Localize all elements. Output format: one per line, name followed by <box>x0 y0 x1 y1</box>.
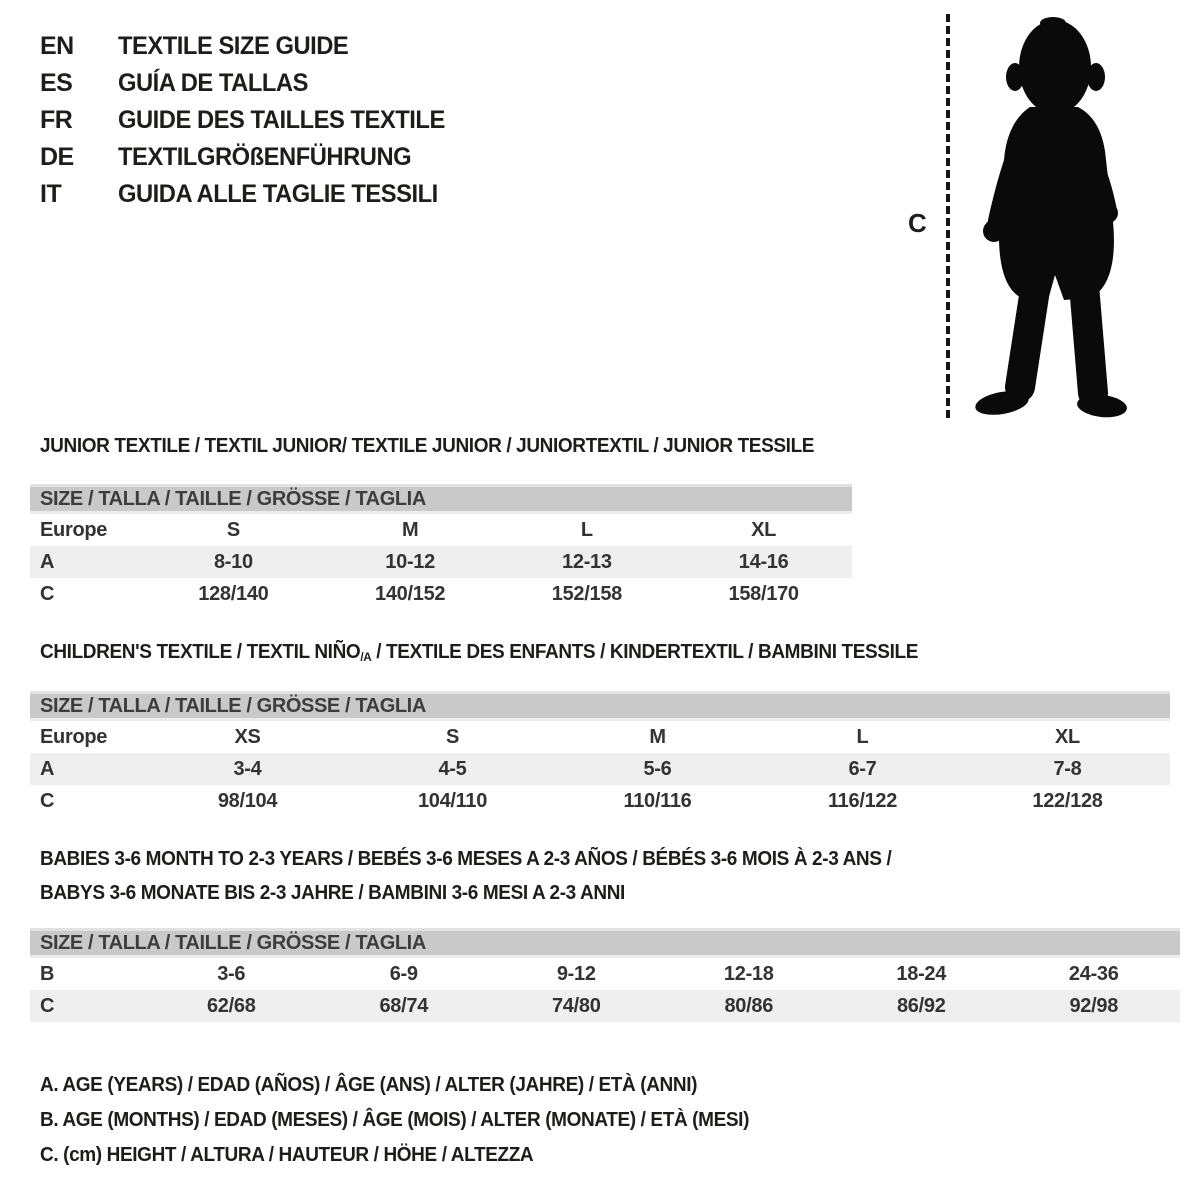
table-cell: 5-6 <box>643 757 672 780</box>
table-cell: M <box>401 518 419 541</box>
junior-size-table <box>30 484 852 610</box>
table-row <box>30 958 1180 990</box>
table-row <box>30 546 852 578</box>
row-label: Europe <box>40 725 108 748</box>
legend-line-b: B. AGE (MONTHS) / EDAD (MESES) / ÂGE (MOIS) / ALTER (MONATE) / ETÀ (MESI) <box>40 1109 750 1131</box>
lang-code: EN <box>40 32 74 60</box>
table-cell: 3-4 <box>233 757 262 780</box>
table-cell: 74/80 <box>551 994 601 1017</box>
size-header-bar: SIZE / TALLA / TAILLE / GRÖSSE / TAGLIA <box>30 484 852 514</box>
babies-size-table <box>30 928 1180 1022</box>
table-cell: 98/104 <box>217 789 278 812</box>
table-cell: 10-12 <box>385 550 435 573</box>
table-cell: 8-10 <box>213 550 253 573</box>
table-row <box>30 514 852 546</box>
table-cell: 24-36 <box>1068 962 1119 985</box>
lang-code: FR <box>40 106 73 134</box>
legend-block <box>40 1068 786 1173</box>
legend-line-a: A. AGE (YEARS) / EDAD (AÑOS) / ÂGE (ANS) / ALTER (JAHRE) / ETÀ (ANNI) <box>40 1074 698 1096</box>
lang-title: GUIDA ALLE TAGLIE TESSILI <box>118 180 438 208</box>
table-cell: 14-16 <box>738 550 789 573</box>
table-cell: 18-24 <box>896 962 947 985</box>
table-cell: 80/86 <box>724 994 774 1017</box>
height-measure-line <box>946 14 950 418</box>
table-cell: L <box>580 518 593 541</box>
table-cell: 110/116 <box>623 789 692 812</box>
table-row <box>30 785 1170 817</box>
lang-row-de <box>40 139 462 176</box>
table-cell: 4-5 <box>438 757 467 780</box>
lang-row-it <box>40 176 462 213</box>
row-label: C <box>40 994 55 1017</box>
table-cell: 68/74 <box>379 994 429 1017</box>
table-cell: 140/152 <box>375 582 446 605</box>
row-label: C <box>40 582 55 605</box>
babies-section-heading-line2: BABYS 3-6 MONATE BIS 2-3 JAHRE / BAMBINI 3-6 MESI A 2-3 ANNI <box>40 882 625 904</box>
heading-subscript: /A <box>360 650 372 665</box>
table-cell: 116/122 <box>827 789 898 812</box>
children-size-table <box>30 691 1170 817</box>
row-label: A <box>40 550 55 573</box>
table-cell: M <box>649 725 666 748</box>
lang-title: GUÍA DE TALLAS <box>118 69 308 97</box>
table-cell: 92/98 <box>1069 994 1119 1017</box>
junior-table-body <box>30 514 852 610</box>
table-cell: S <box>226 518 240 541</box>
row-label: C <box>40 789 55 812</box>
legend-line-c: C. (cm) HEIGHT / ALTURA / HAUTEUR / HÖHE / ALTEZZA <box>40 1144 534 1166</box>
lang-row-es <box>40 65 462 102</box>
table-cell: 7-8 <box>1053 757 1082 780</box>
table-cell: L <box>856 725 869 748</box>
table-cell: 104/110 <box>417 789 488 812</box>
table-cell: XL <box>1055 725 1080 748</box>
lang-title: TEXTILGRÖßENFÜHRUNG <box>118 143 412 171</box>
table-row <box>30 578 852 610</box>
table-row <box>30 990 1180 1022</box>
size-header-bar: SIZE / TALLA / TAILLE / GRÖSSE / TAGLIA <box>30 691 1170 721</box>
table-cell: 122/128 <box>1032 789 1103 812</box>
table-cell: XS <box>234 725 261 748</box>
table-cell: 6-9 <box>389 962 418 985</box>
table-cell: 12-13 <box>562 550 612 573</box>
table-cell: 128/140 <box>198 582 269 605</box>
table-cell: S <box>445 725 460 748</box>
row-label: Europe <box>40 518 108 541</box>
table-cell: XL <box>751 518 777 541</box>
table-cell: 152/158 <box>551 582 622 605</box>
children-table-body <box>30 721 1170 817</box>
lang-code: ES <box>40 69 73 97</box>
language-title-block <box>40 28 462 213</box>
heading-text: CHILDREN'S TEXTILE / TEXTIL NIÑO <box>40 641 361 663</box>
table-cell: 6-7 <box>848 757 877 780</box>
lang-title: GUIDE DES TAILLES TEXTILE <box>118 106 445 134</box>
lang-row-fr <box>40 102 462 139</box>
junior-section-heading: JUNIOR TEXTILE / TEXTIL JUNIOR/ TEXTILE JUNIOR / JUNIORTEXTIL / JUNIOR TESSILE <box>40 435 815 457</box>
row-label: A <box>40 757 55 780</box>
height-label-c: C <box>908 208 927 238</box>
row-label: B <box>40 962 55 985</box>
table-cell: 158/170 <box>728 582 799 605</box>
babies-section-heading-line1: BABIES 3-6 MONTH TO 2-3 YEARS / BEBÉS 3-6 MESES A 2-3 AÑOS / BÉBÉS 3-6 MOIS À 2-3 ANS / <box>40 848 892 870</box>
size-header-bar: SIZE / TALLA / TAILLE / GRÖSSE / TAGLIA <box>30 928 1180 958</box>
lang-row-en <box>40 28 462 65</box>
heading-text: / TEXTILE DES ENFANTS / KINDERTEXTIL / BAMBINI TESSILE <box>371 641 919 663</box>
table-row <box>30 721 1170 753</box>
table-cell: 86/92 <box>896 994 946 1017</box>
toddler-silhouette-icon <box>960 14 1140 420</box>
table-cell: 62/68 <box>206 994 256 1017</box>
lang-code: IT <box>40 180 62 208</box>
table-cell: 12-18 <box>723 962 774 985</box>
table-row <box>30 753 1170 785</box>
table-cell: 9-12 <box>556 962 596 985</box>
children-section-heading <box>40 640 918 669</box>
lang-code: DE <box>40 143 74 171</box>
babies-table-body <box>30 958 1180 1022</box>
lang-title: TEXTILE SIZE GUIDE <box>118 32 349 60</box>
table-cell: 3-6 <box>217 962 246 985</box>
